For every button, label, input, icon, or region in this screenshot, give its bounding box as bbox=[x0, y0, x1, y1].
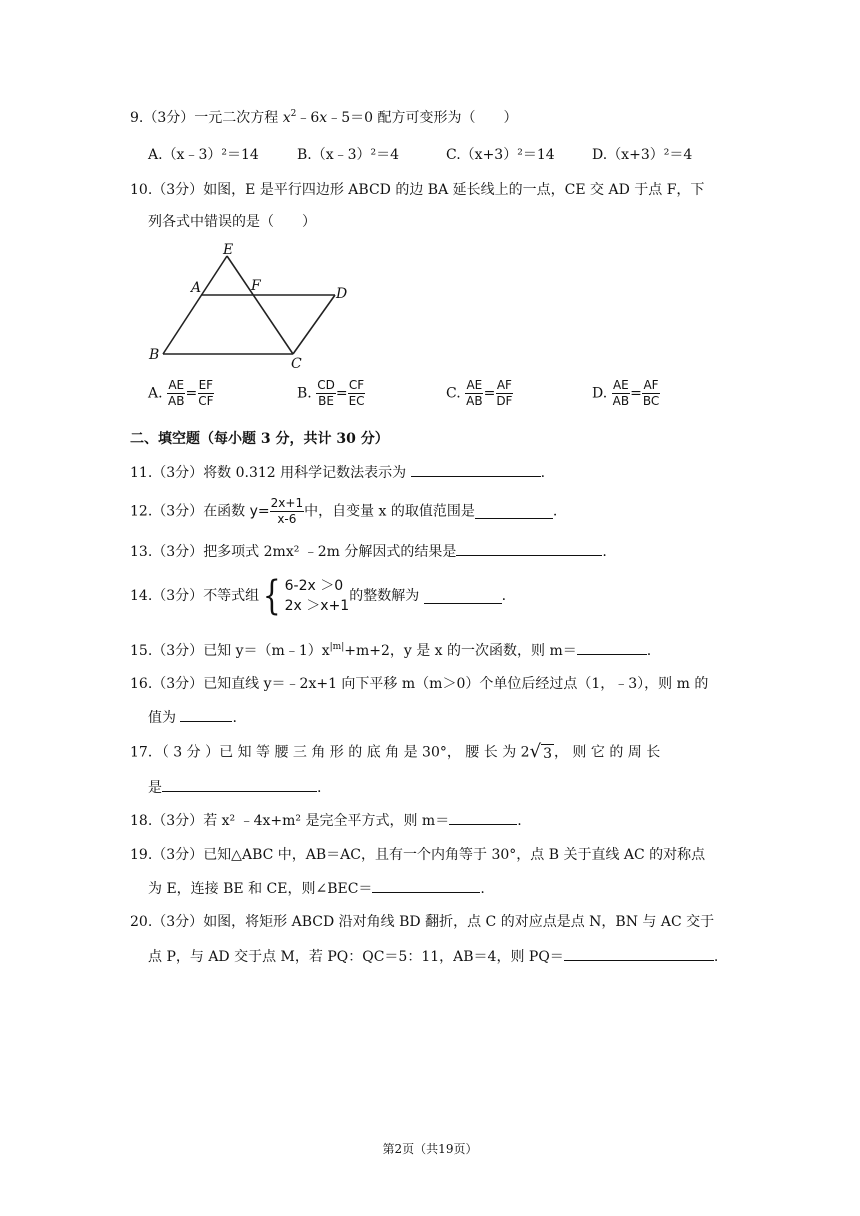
equals: = bbox=[185, 385, 198, 402]
question-score: （3分） bbox=[152, 588, 204, 604]
q9-option-d bbox=[592, 145, 692, 165]
period: . bbox=[317, 780, 322, 796]
question-number: 15. bbox=[130, 643, 153, 659]
label-B: B bbox=[149, 347, 160, 363]
question-16-line2 bbox=[148, 707, 237, 728]
question-text: 如图，E 是平行四边形 ABCD 的边 BA 延长线上的一点，CE 交 AD 于点 F，下 bbox=[203, 182, 705, 198]
denominator: CF bbox=[198, 394, 214, 408]
period: . bbox=[232, 710, 237, 726]
denominator: EC bbox=[348, 394, 365, 408]
period: . bbox=[713, 949, 719, 965]
answer-blank[interactable] bbox=[180, 707, 232, 722]
denominator: AB bbox=[466, 394, 483, 408]
label-A: A bbox=[191, 280, 202, 296]
answer-blank[interactable] bbox=[449, 810, 517, 825]
period: . bbox=[552, 503, 558, 520]
answer-blank[interactable] bbox=[372, 878, 480, 893]
question-text: 中，自变量 x 的取值范围是 bbox=[304, 503, 475, 520]
question-text: 已 知 等 腰 三 角 形 的 底 角 是 30°， 腰 长 为 2 bbox=[219, 744, 530, 761]
radicand: 3 bbox=[543, 746, 552, 762]
fraction bbox=[465, 378, 483, 409]
option-label: C. bbox=[446, 147, 461, 163]
denominator: BC bbox=[642, 394, 660, 408]
numerator: 2x+1 bbox=[270, 496, 304, 510]
numerator: AF bbox=[643, 378, 659, 392]
question-text: 已知△ABC 中，AB＝AC，且有一个内角等于 30°，点 B 关于直线 AC 的对称点 bbox=[203, 847, 706, 863]
fraction bbox=[316, 378, 336, 409]
numerator: CF bbox=[348, 378, 365, 392]
question-17 bbox=[130, 742, 660, 763]
q9-option-a bbox=[148, 145, 259, 165]
option-label: D. bbox=[592, 385, 608, 402]
question-text: ﹣5＝0 配方可变形为（ ） bbox=[327, 110, 518, 126]
var-x: x bbox=[282, 110, 291, 126]
question-score: （3分） bbox=[152, 465, 204, 481]
answer-blank[interactable] bbox=[162, 777, 317, 792]
function-lhs: y= bbox=[249, 503, 270, 520]
option-label: D. bbox=[592, 147, 608, 163]
numerator: AE bbox=[466, 378, 483, 392]
question-text: 列各式中错误的是（ ） bbox=[148, 214, 316, 230]
numerator: CD bbox=[317, 378, 335, 392]
label-C: C bbox=[291, 356, 302, 370]
question-text: ﹣6 bbox=[296, 110, 320, 126]
option-label: B. bbox=[297, 147, 312, 163]
question-10 bbox=[130, 180, 704, 200]
label-E: E bbox=[223, 242, 234, 258]
question-number: 18. bbox=[130, 813, 153, 829]
question-text: 是 bbox=[148, 780, 162, 796]
question-score: （3分） bbox=[152, 676, 204, 692]
question-score: （3分） bbox=[152, 813, 204, 829]
question-16 bbox=[130, 674, 708, 694]
numerator: AE bbox=[612, 378, 629, 392]
q10-option-c bbox=[446, 378, 513, 409]
question-14 bbox=[130, 573, 507, 619]
question-number: 10. bbox=[130, 182, 153, 198]
equals: = bbox=[630, 385, 642, 402]
question-number: 9. bbox=[130, 110, 144, 126]
numerator: AE bbox=[168, 378, 185, 392]
question-12 bbox=[130, 496, 557, 527]
question-text: 不等式组 bbox=[203, 588, 260, 604]
question-text: 一元二次方程 bbox=[194, 110, 283, 126]
question-17-line2 bbox=[148, 777, 321, 798]
label-F: F bbox=[251, 278, 261, 294]
inequality-2: 2x ＞x+1 bbox=[284, 598, 350, 614]
fraction bbox=[612, 378, 630, 409]
fraction bbox=[642, 378, 660, 409]
question-text: 值为 bbox=[148, 710, 181, 726]
period: . bbox=[501, 588, 507, 604]
numerator: AF bbox=[496, 378, 512, 392]
question-13 bbox=[130, 541, 607, 562]
question-10-line2 bbox=[148, 212, 316, 232]
denominator: DF bbox=[496, 394, 513, 408]
segment-DC bbox=[293, 295, 335, 354]
fraction bbox=[167, 378, 185, 409]
question-text: 已知 y＝（m﹣1）x bbox=[203, 643, 330, 659]
question-text: 的整数解为 bbox=[349, 588, 424, 604]
question-text: 点 P，与 AD 交于点 M，若 PQ：QC＝5：11，AB＝4，则 PQ＝ bbox=[148, 949, 564, 965]
question-text: 把多项式 2mx² ﹣2m 分解因式的结果是 bbox=[203, 544, 457, 560]
q9-option-c bbox=[446, 145, 555, 165]
period: . bbox=[602, 544, 607, 560]
denominator: AB bbox=[168, 394, 185, 408]
inequality-1: 6-2x ＞0 bbox=[284, 578, 344, 594]
question-number: 17． bbox=[130, 744, 162, 761]
option-text: （x﹣3）²＝14 bbox=[162, 147, 259, 163]
option-label: B. bbox=[297, 385, 312, 402]
fraction bbox=[348, 378, 366, 409]
question-15 bbox=[130, 640, 651, 661]
period: . bbox=[540, 465, 546, 481]
exponent: 2 bbox=[290, 109, 297, 119]
answer-blank[interactable] bbox=[577, 640, 647, 655]
inequality-system: { 6-2x ＞0 2x ＞x+1 bbox=[263, 573, 350, 619]
question-score: （3分） bbox=[143, 110, 195, 126]
question-number: 16. bbox=[130, 676, 153, 692]
question-score: （3分） bbox=[152, 544, 204, 560]
question-11 bbox=[130, 462, 545, 483]
answer-blank[interactable] bbox=[424, 589, 502, 604]
exponent: |m| bbox=[329, 642, 345, 652]
question-text: 为 E，连接 BE 和 CE，则∠BEC＝ bbox=[148, 881, 373, 897]
period: . bbox=[517, 813, 522, 829]
question-text: ， 则 它 的 周 长 bbox=[553, 744, 661, 761]
fraction bbox=[197, 378, 214, 409]
question-19-line2 bbox=[148, 878, 485, 899]
period: . bbox=[646, 643, 652, 659]
question-number: 11. bbox=[130, 465, 153, 481]
equals: = bbox=[335, 385, 348, 402]
denominator: BE bbox=[318, 394, 334, 408]
period: . bbox=[480, 881, 485, 897]
question-score: （3分） bbox=[152, 847, 204, 863]
equals: = bbox=[483, 385, 496, 402]
q10-option-a bbox=[148, 378, 214, 409]
question-19 bbox=[130, 845, 705, 865]
denominator: x-6 bbox=[277, 512, 297, 526]
question-number: 20. bbox=[130, 914, 153, 930]
question-score: （ 3 分 ） bbox=[161, 744, 220, 761]
question-9 bbox=[130, 108, 517, 128]
page-footer: 第2页（共19页） bbox=[382, 1142, 478, 1156]
question-number: 12. bbox=[130, 503, 153, 520]
question-score: （3分） bbox=[152, 643, 204, 659]
question-text: 如图，将矩形 ABCD 沿对角线 BD 翻折，点 C 的对应点是点 N，BN 与 AC 交于 bbox=[203, 914, 715, 930]
q9-option-b bbox=[297, 145, 399, 165]
question-number: 14. bbox=[130, 588, 153, 604]
segment-EC bbox=[227, 256, 293, 354]
denominator: AB bbox=[612, 394, 630, 408]
fraction bbox=[270, 496, 304, 527]
radical-sign: √ bbox=[529, 741, 542, 762]
question-score: （3分） bbox=[152, 182, 204, 198]
square-root bbox=[530, 742, 554, 763]
question-score: （3分） bbox=[152, 914, 204, 930]
var-x: x bbox=[319, 110, 328, 126]
question-text: 将数 0.312 用科学记数法表示为 bbox=[203, 465, 411, 481]
question-20-line2 bbox=[148, 946, 718, 967]
question-number: 13. bbox=[130, 544, 153, 560]
question-score: （3分） bbox=[152, 503, 204, 520]
option-label: A. bbox=[148, 385, 163, 402]
segment-BE bbox=[163, 256, 227, 354]
option-label: C. bbox=[446, 385, 461, 402]
q10-option-d bbox=[592, 378, 660, 409]
question-number: 19. bbox=[130, 847, 153, 863]
question-text: +m+2，y 是 x 的一次函数，则 m＝ bbox=[344, 643, 577, 659]
label-D: D bbox=[336, 286, 348, 302]
option-text: （x﹣3）²＝4 bbox=[311, 147, 400, 163]
parallelogram-figure bbox=[145, 240, 365, 370]
option-text: （x+3）²＝14 bbox=[460, 147, 555, 163]
answer-blank[interactable] bbox=[564, 946, 714, 961]
section-title: 二、填空题（每小题 3 分，共计 30 分） bbox=[130, 431, 389, 447]
q10-option-b bbox=[297, 378, 366, 409]
answer-blank[interactable] bbox=[475, 504, 553, 519]
option-text: （x+3）²＝4 bbox=[607, 147, 693, 163]
answer-blank[interactable] bbox=[411, 462, 541, 477]
question-text: 若 x² ﹣4x+m² 是完全平方式，则 m＝ bbox=[203, 813, 450, 829]
fraction bbox=[495, 378, 513, 409]
option-label: A. bbox=[148, 147, 163, 163]
numerator: EF bbox=[198, 378, 214, 392]
question-18 bbox=[130, 810, 522, 831]
answer-blank[interactable] bbox=[456, 541, 602, 556]
question-text: 在函数 bbox=[203, 503, 250, 520]
question-20 bbox=[130, 912, 714, 932]
question-text: 已知直线 y＝﹣2x+1 向下平移 m（m＞0）个单位后经过点（1，﹣3），则 m 的 bbox=[203, 676, 709, 692]
